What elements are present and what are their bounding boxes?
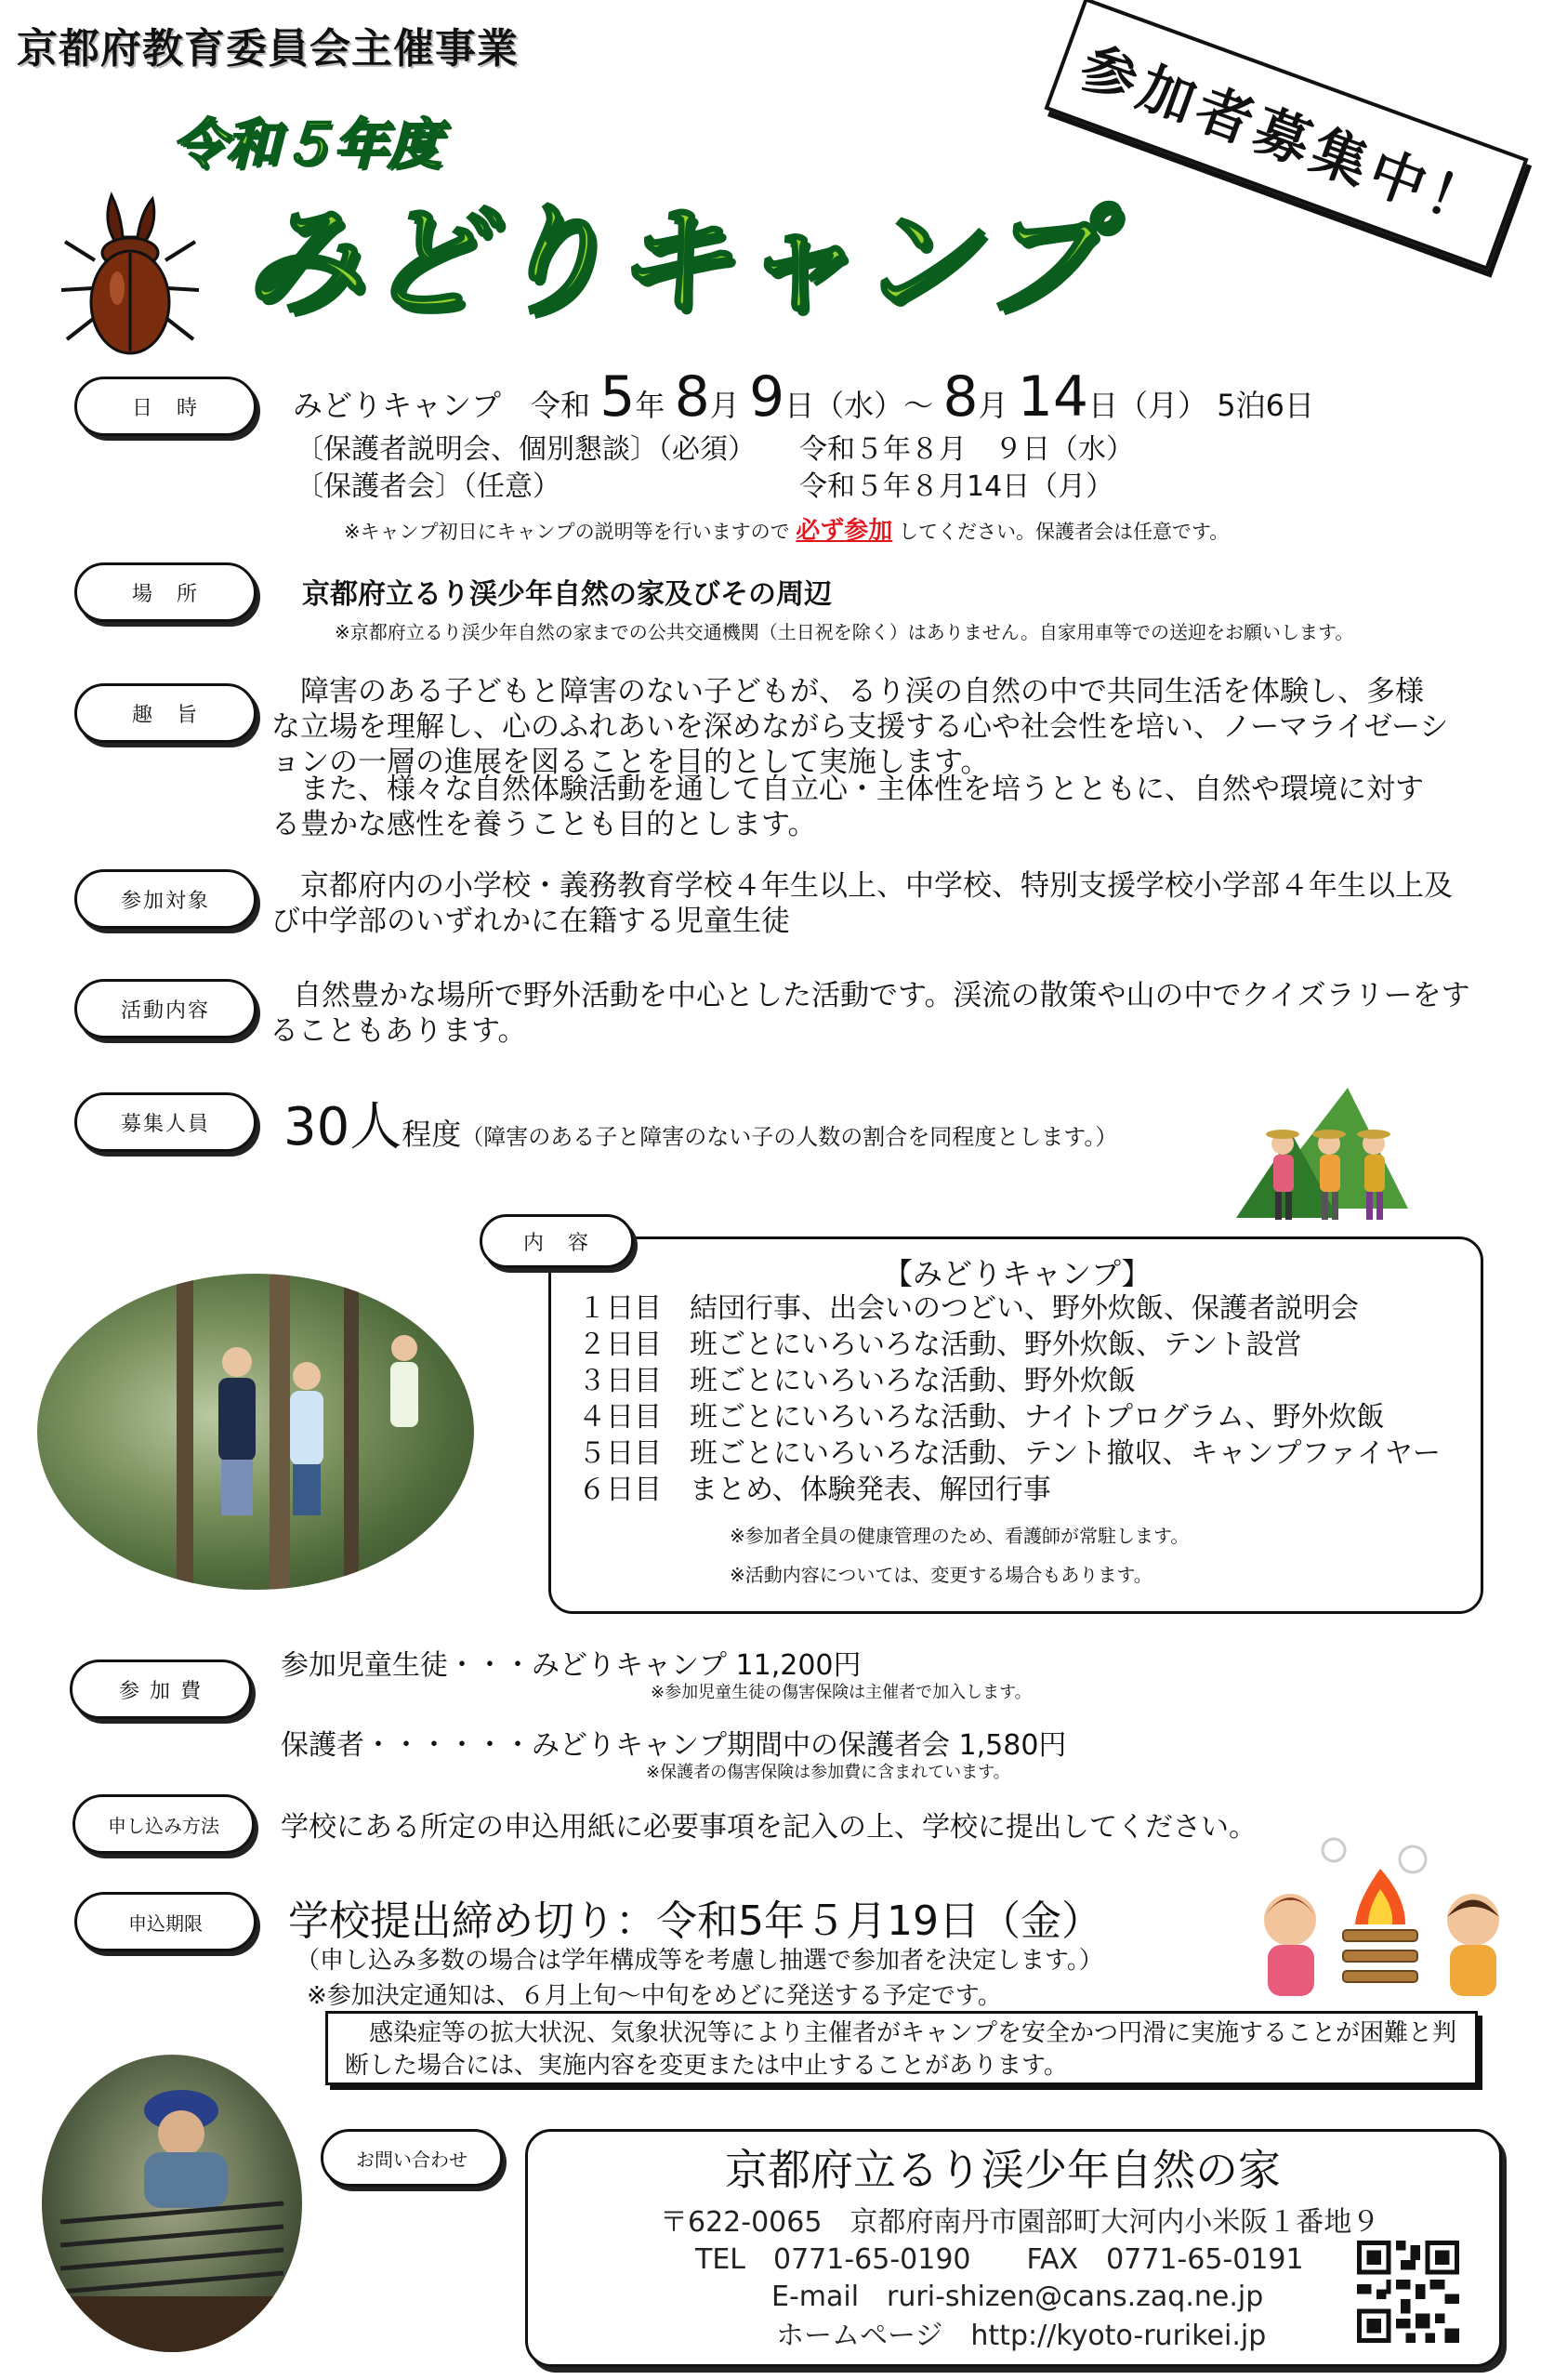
label-content: 内 容 — [480, 1214, 634, 1268]
schedule-month-start: 8 — [674, 364, 710, 430]
qr-code[interactable] — [1357, 2241, 1459, 2343]
recruit-suffix: 程度 — [402, 1117, 462, 1152]
day-row-1 — [578, 1290, 1441, 1327]
content-heading: 【みどりキャンプ】 — [883, 1256, 1152, 1291]
recruit-line — [283, 1086, 1117, 1160]
label-place: 場 所 — [74, 562, 257, 622]
day-text: 結団行事、出会いのつどい、野外炊飯、保護者説明会 — [690, 1292, 1359, 1325]
fee-line-1: 参加児童生徒・・・みどりキャンプ 11,200円 — [281, 1649, 862, 1682]
deadline-text: 学校提出締め切り：令和5年５月19日（金） — [288, 1897, 1102, 1945]
meeting1-date: 令和５年８月 ９日（水） — [799, 433, 1134, 466]
day-label: ５日目 — [578, 1437, 662, 1470]
day-text: 班ごとにいろいろな活動、ナイトプログラム、野外炊飯 — [690, 1401, 1385, 1434]
contact-phone-fax: TEL 0771-65-0190 FAX 0771-65-0191 — [695, 2243, 1304, 2276]
content-day-list — [578, 1290, 1441, 1508]
schedule-main-line — [293, 364, 1314, 430]
recruit-number: 30人 — [283, 1097, 402, 1157]
deadline-note-2: ※参加決定通知は、６月上旬～中旬をめどに発送する予定です。 — [307, 1982, 1002, 2010]
meeting2-label: 〔保護者会〕（任意） — [296, 470, 560, 503]
day-label: ２日目 — [578, 1329, 662, 1361]
label-schedule: 日 時 — [74, 377, 257, 436]
day-row-3 — [578, 1363, 1441, 1399]
contact-name: 京都府立るり渓少年自然の家 — [725, 2145, 1281, 2195]
schedule-note — [344, 511, 1229, 546]
contact-email[interactable]: E-mail ruri-shizen@cans.zaq.ne.jp — [771, 2281, 1264, 2313]
content-note-2: ※活動内容については、変更する場合もあります。 — [730, 1564, 1152, 1586]
label-deadline: 申込期限 — [74, 1892, 257, 1951]
recruiting-badge-text: 参加者募集中！ — [1072, 33, 1498, 243]
schedule-day-label: 日（水）～ — [784, 388, 934, 423]
hikers-illustration — [1236, 1078, 1413, 1246]
schedule-note-required: 必ず参加 — [796, 517, 893, 545]
label-purpose: 趣 旨 — [74, 683, 257, 743]
schedule-note-pre: ※キャンプ初日にキャンプの説明等を行いますので — [344, 521, 790, 543]
schedule-year-label: 年 — [635, 388, 665, 423]
schedule-day-label-2: 日（月） — [1088, 388, 1208, 423]
label-activity: 活動内容 — [74, 979, 257, 1038]
label-contact: お問い合わせ — [321, 2129, 503, 2187]
fee-line-2: 保護者・・・・・・みどりキャンプ期間中の保護者会 1,580円 — [281, 1729, 1067, 1762]
schedule-month-label: 月 — [709, 388, 740, 423]
purpose-paragraph-1: 障害のある子どもと障害のない子どもが、るり渓の自然の中で共同生活を体験し、多様な立場を理解し、心のふれあいを深めながら支援する心や社会性を培い、ノーマライゼーションの一層の進展を図ることを目的として実施します。 — [271, 675, 1449, 779]
content-note-1: ※参加者全員の健康管理のため、看護師が常駐します。 — [730, 1525, 1190, 1547]
day-text: まとめ、体験発表、解団行事 — [690, 1474, 1051, 1506]
day-label: ３日目 — [578, 1365, 662, 1397]
contact-address: 〒622-0065 京都府南丹市園部町大河内小米阪１番地９ — [660, 2206, 1380, 2239]
day-text: 班ごとにいろいろな活動、テント撤収、キャンプファイヤー — [690, 1437, 1441, 1470]
label-apply: 申し込み方法 — [72, 1794, 255, 1854]
day-text: 班ごとにいろいろな活動、野外炊飯 — [690, 1365, 1136, 1397]
place-text: 京都府立るり渓少年自然の家及びその周辺 — [302, 578, 832, 611]
fee-note-1: ※参加児童生徒の傷害保険は主催者で加入します。 — [651, 1683, 1032, 1702]
schedule-day-end: 14 — [1017, 364, 1089, 430]
day-row-5 — [578, 1435, 1441, 1472]
warning-box — [325, 2011, 1478, 2085]
cooking-photo — [42, 2055, 302, 2352]
schedule-month-label-2: 月 — [978, 388, 1008, 423]
schedule-year: 5 — [599, 364, 636, 430]
schedule-day-start: 9 — [748, 364, 785, 430]
schedule-prefix: みどりキャンプ 令和 — [293, 388, 591, 423]
deadline-note-1: （申し込み多数の場合は学年構成等を考慮し抽選で参加者を決定します。） — [296, 1947, 1103, 1975]
forest-activity-photo — [37, 1274, 474, 1590]
sponsor-heading: 京都府教育委員会主催事業 — [17, 25, 519, 73]
meeting1-label: 〔保護者説明会、個別懇談〕（必須） — [296, 433, 756, 466]
activity-text: 自然豊かな場所で野外活動を中心とした活動です。渓流の散策や山の中でクイズラリーをすることもあります。 — [270, 979, 1470, 1048]
recruiting-badge — [1044, 0, 1528, 271]
contact-website[interactable]: ホームページ http://kyoto-rurikei.jp — [776, 2320, 1267, 2352]
day-row-6 — [578, 1472, 1441, 1508]
place-note: ※京都府立るり渓少年自然の家までの公共交通機関（土日祝を除く）はありません。自家用車等での送迎をお願いします。 — [335, 621, 1354, 643]
schedule-nights: 5泊6日 — [1217, 388, 1314, 423]
day-label: ６日目 — [578, 1474, 662, 1506]
purpose-paragraph-2: また、様々な自然体験活動を通して自立心・主体性を培うとともに、自然や環境に対する豊かな感性を養うことも目的とします。 — [271, 773, 1424, 841]
apply-text: 学校にある所定の申込用紙に必要事項を記入の上、学校に提出してください。 — [281, 1811, 1257, 1844]
recruit-note: （障害のある子と障害のない子の人数の割合を同程度とします。） — [461, 1124, 1118, 1150]
meeting2-date: 令和５年８月14日（月） — [799, 470, 1114, 503]
label-recruit: 募集人員 — [74, 1092, 257, 1152]
camp-title: みどりキャンプ — [244, 192, 1103, 331]
day-text: 班ごとにいろいろな活動、野外炊飯、テント設営 — [690, 1329, 1302, 1361]
campfire-illustration — [1245, 1831, 1515, 2008]
day-row-2 — [578, 1327, 1441, 1363]
fee-note-2: ※保護者の傷害保険は参加費に含まれています。 — [646, 1763, 1010, 1782]
day-label: １日目 — [578, 1292, 662, 1325]
label-target: 参加対象 — [74, 869, 257, 929]
beetle-icon — [56, 186, 204, 363]
year-heading: 令和５年度 — [172, 112, 442, 176]
day-label: ４日目 — [578, 1401, 662, 1434]
schedule-note-post: してください。保護者会は任意です。 — [898, 521, 1230, 543]
schedule-month-end: 8 — [942, 364, 979, 430]
label-fee: 参 加 費 — [70, 1659, 252, 1719]
day-row-4 — [578, 1399, 1441, 1435]
warning-text: 感染症等の拡大状況、気象状況等により主催者がキャンプを安全かつ円滑に実施することが困難と判断した場合には、実施内容を変更または中止することがあります。 — [345, 2019, 1457, 2080]
target-text: 京都府内の小学校・義務教育学校４年生以上、中学校、特別支援学校小学部４年生以上及び中学部のいずれかに在籍する児童生徒 — [271, 869, 1453, 938]
